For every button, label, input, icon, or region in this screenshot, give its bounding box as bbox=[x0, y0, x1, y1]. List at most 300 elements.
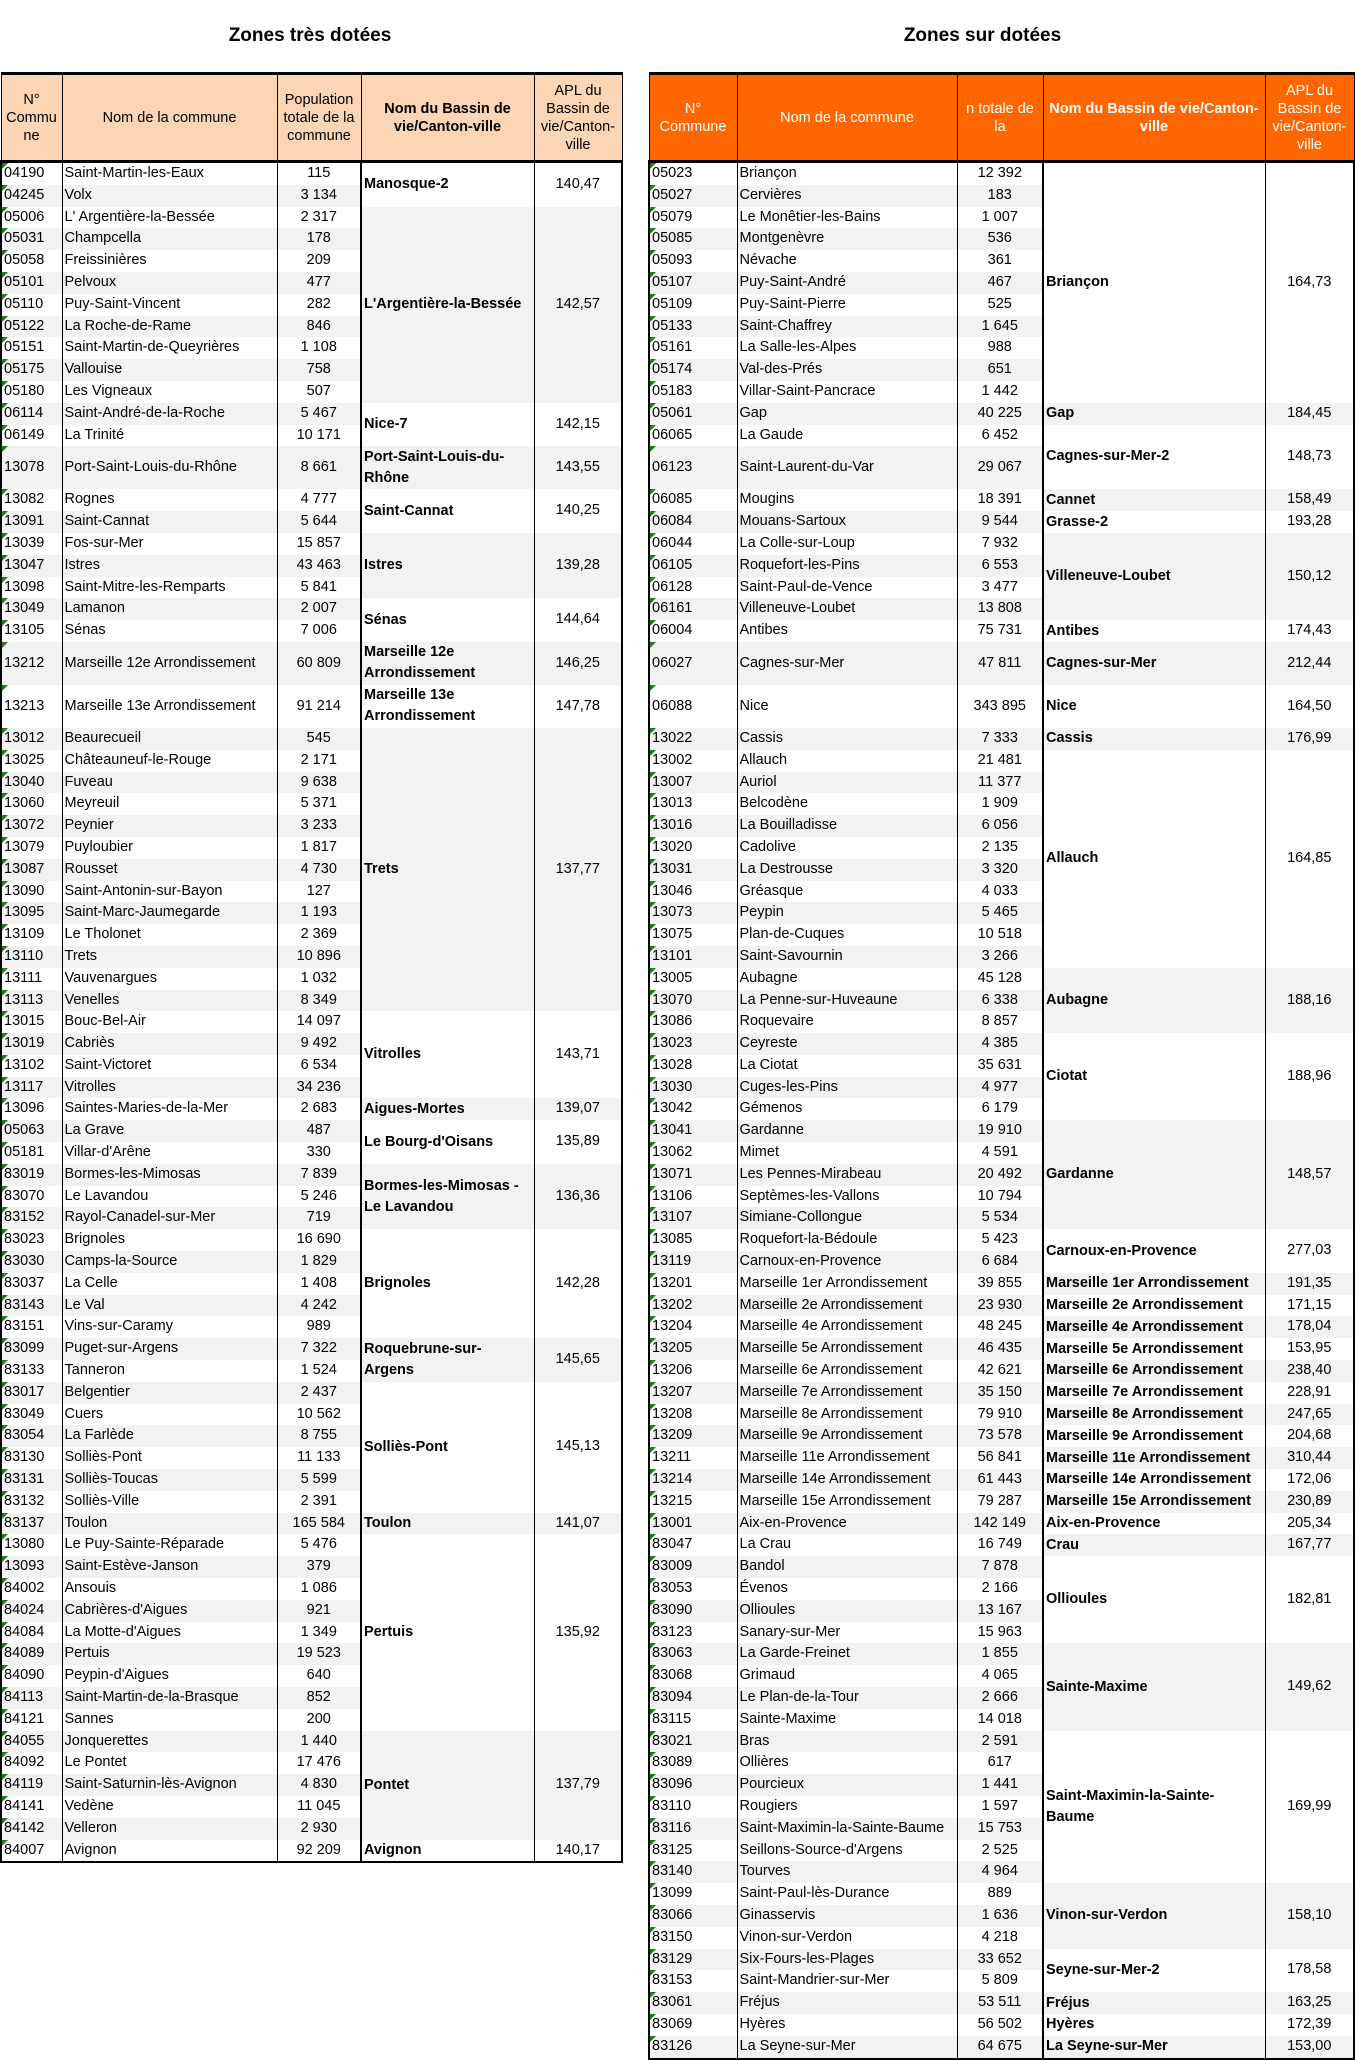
commune-name: Cabriès bbox=[62, 1033, 277, 1055]
commune-name: Nice bbox=[737, 685, 957, 728]
commune-population: 379 bbox=[277, 1556, 361, 1578]
commune-name: Marseille 8e Arrondissement bbox=[737, 1404, 957, 1426]
basin-apl: 212,44 bbox=[1265, 642, 1354, 685]
basin-name: Grasse-2 bbox=[1043, 511, 1265, 533]
basin-apl: 247,65 bbox=[1265, 1404, 1354, 1426]
commune-name: Cabrières-d'Aigues bbox=[62, 1600, 277, 1622]
basin-name: Vitrolles bbox=[361, 1011, 534, 1098]
commune-name: Solliès-Pont bbox=[62, 1447, 277, 1469]
basin-apl: 191,35 bbox=[1265, 1273, 1354, 1295]
basin-name: Marseille 8e Arrondissement bbox=[1043, 1404, 1265, 1426]
commune-code: 13015 bbox=[1, 1011, 62, 1033]
commune-name: Vins-sur-Caramy bbox=[62, 1316, 277, 1338]
commune-code: 06114 bbox=[1, 403, 62, 425]
commune-name: Saintes-Maries-de-la-Mer bbox=[62, 1098, 277, 1120]
commune-population: 2 007 bbox=[277, 598, 361, 620]
commune-code: 13205 bbox=[649, 1338, 737, 1360]
commune-name: Saint-Paul-de-Vence bbox=[737, 577, 957, 599]
basin-apl: 164,73 bbox=[1265, 162, 1354, 403]
commune-name: Marseille 15e Arrondissement bbox=[737, 1491, 957, 1513]
commune-population: 14 018 bbox=[957, 1709, 1043, 1731]
commune-code: 04245 bbox=[1, 185, 62, 207]
commune-population: 1 855 bbox=[957, 1643, 1043, 1665]
commune-name: Seillons-Source-d'Argens bbox=[737, 1840, 957, 1862]
basin-name: Marseille 4e Arrondissement bbox=[1043, 1316, 1265, 1338]
commune-population: 2 135 bbox=[957, 837, 1043, 859]
commune-code: 83151 bbox=[1, 1316, 62, 1338]
commune-name: Châteauneuf-le-Rouge bbox=[62, 750, 277, 772]
basin-apl: 143,71 bbox=[534, 1011, 622, 1098]
table-row bbox=[1, 207, 622, 229]
table-row bbox=[649, 511, 1354, 533]
right-title: Zones sur dotées bbox=[903, 25, 1062, 46]
commune-population: 33 652 bbox=[957, 1949, 1043, 1971]
basin-apl: 140,47 bbox=[534, 162, 622, 207]
commune-population: 4 242 bbox=[277, 1295, 361, 1317]
commune-population: 47 811 bbox=[957, 642, 1043, 685]
commune-name: Freissinières bbox=[62, 250, 277, 272]
commune-code: 83063 bbox=[649, 1643, 737, 1665]
table-row bbox=[1, 598, 622, 620]
basin-apl: 310,44 bbox=[1265, 1447, 1354, 1469]
commune-code: 84113 bbox=[1, 1687, 62, 1709]
commune-population: 4 730 bbox=[277, 859, 361, 881]
left-title: Zones très dotées bbox=[228, 25, 392, 46]
commune-population: 651 bbox=[957, 359, 1043, 381]
commune-name: Marseille 1er Arrondissement bbox=[737, 1273, 957, 1295]
commune-code: 13215 bbox=[649, 1491, 737, 1513]
commune-name: Saint-Victoret bbox=[62, 1055, 277, 1077]
basin-apl: 163,25 bbox=[1265, 1992, 1354, 2014]
commune-population: 719 bbox=[277, 1207, 361, 1229]
basin-apl: 139,07 bbox=[534, 1098, 622, 1120]
commune-name: Belgentier bbox=[62, 1382, 277, 1404]
table-row bbox=[1, 1164, 622, 1186]
commune-name: Vinon-sur-Verdon bbox=[737, 1927, 957, 1949]
commune-population: 1 193 bbox=[277, 902, 361, 924]
commune-population: 9 492 bbox=[277, 1033, 361, 1055]
commune-population: 6 684 bbox=[957, 1251, 1043, 1273]
basin-name: Marseille 9e Arrondissement bbox=[1043, 1425, 1265, 1447]
basin-apl: 146,25 bbox=[534, 642, 622, 685]
commune-population: 127 bbox=[277, 881, 361, 903]
commune-population: 12 392 bbox=[957, 162, 1043, 185]
commune-name: La Destrousse bbox=[737, 859, 957, 881]
commune-name: L' Argentière-la-Bessée bbox=[62, 207, 277, 229]
commune-population: 1 829 bbox=[277, 1251, 361, 1273]
commune-population: 5 246 bbox=[277, 1186, 361, 1208]
commune-population: 11 377 bbox=[957, 772, 1043, 794]
table-row bbox=[649, 2014, 1354, 2036]
commune-name: La Seyne-sur-Mer bbox=[737, 2036, 957, 2059]
commune-name: La Motte-d'Aigues bbox=[62, 1622, 277, 1644]
commune-name: Auriol bbox=[737, 772, 957, 794]
commune-population: 4 591 bbox=[957, 1142, 1043, 1164]
commune-population: 35 150 bbox=[957, 1382, 1043, 1404]
col-header-code: N° Commu ne bbox=[1, 74, 62, 162]
commune-population: 5 599 bbox=[277, 1469, 361, 1491]
commune-code: 83096 bbox=[649, 1774, 737, 1796]
commune-population: 988 bbox=[957, 337, 1043, 359]
commune-name: Mimet bbox=[737, 1142, 957, 1164]
basin-name: Toulon bbox=[361, 1513, 534, 1535]
basin-apl: 136,36 bbox=[534, 1164, 622, 1229]
table-row bbox=[649, 533, 1354, 555]
commune-name: Cagnes-sur-Mer bbox=[737, 642, 957, 685]
commune-population: 8 755 bbox=[277, 1425, 361, 1447]
commune-name: Bouc-Bel-Air bbox=[62, 1011, 277, 1033]
table-row bbox=[649, 1643, 1354, 1665]
commune-code: 13208 bbox=[649, 1404, 737, 1426]
basin-apl: 143,55 bbox=[534, 446, 622, 489]
table-row bbox=[1, 642, 622, 685]
commune-code: 83129 bbox=[649, 1949, 737, 1971]
basin-name: Le Bourg-d'Oisans bbox=[361, 1120, 534, 1164]
commune-name: Vauvenargues bbox=[62, 968, 277, 990]
basin-apl: 142,15 bbox=[534, 403, 622, 447]
commune-name: Marseille 4e Arrondissement bbox=[737, 1316, 957, 1338]
commune-population: 6 179 bbox=[957, 1098, 1043, 1120]
basin-apl: 178,58 bbox=[1265, 1949, 1354, 1993]
commune-population: 989 bbox=[277, 1316, 361, 1338]
commune-population: 330 bbox=[277, 1142, 361, 1164]
commune-code: 05174 bbox=[649, 359, 737, 381]
commune-population: 5 809 bbox=[957, 1970, 1043, 1992]
commune-code: 13090 bbox=[1, 881, 62, 903]
basin-name: Istres bbox=[361, 533, 534, 598]
commune-population: 1 408 bbox=[277, 1273, 361, 1295]
commune-population: 73 578 bbox=[957, 1425, 1043, 1447]
basin-name: Gardanne bbox=[1043, 1120, 1265, 1229]
commune-population: 34 236 bbox=[277, 1077, 361, 1099]
commune-population: 4 830 bbox=[277, 1774, 361, 1796]
basin-name: Pertuis bbox=[361, 1534, 534, 1730]
commune-code: 83153 bbox=[649, 1970, 737, 1992]
commune-name: Saint-Martin-les-Eaux bbox=[62, 162, 277, 185]
commune-name: Saint-Maximin-la-Sainte-Baume bbox=[737, 1818, 957, 1840]
table-row bbox=[649, 2036, 1354, 2059]
commune-code: 13042 bbox=[649, 1098, 737, 1120]
commune-code: 13101 bbox=[649, 946, 737, 968]
commune-population: 846 bbox=[277, 316, 361, 338]
commune-code: 06088 bbox=[649, 685, 737, 728]
commune-code: 83126 bbox=[649, 2036, 737, 2059]
commune-name: La Trinité bbox=[62, 425, 277, 447]
basin-name: Crau bbox=[1043, 1534, 1265, 1556]
commune-population: 4 065 bbox=[957, 1665, 1043, 1687]
commune-code: 13117 bbox=[1, 1077, 62, 1099]
basin-apl: 139,28 bbox=[534, 533, 622, 598]
commune-code: 13082 bbox=[1, 489, 62, 511]
commune-population: 178 bbox=[277, 228, 361, 250]
commune-population: 1 032 bbox=[277, 968, 361, 990]
commune-code: 05133 bbox=[649, 316, 737, 338]
basin-name: Port-Saint-Louis-du-Rhône bbox=[361, 446, 534, 489]
commune-name: Rousset bbox=[62, 859, 277, 881]
commune-population: 6 338 bbox=[957, 990, 1043, 1012]
commune-name: Marseille 14e Arrondissement bbox=[737, 1469, 957, 1491]
table-row bbox=[1, 533, 622, 555]
commune-population: 115 bbox=[277, 162, 361, 185]
basin-apl: 171,15 bbox=[1265, 1295, 1354, 1317]
commune-name: La Garde-Freinet bbox=[737, 1643, 957, 1665]
basin-name: Marseille 15e Arrondissement bbox=[1043, 1491, 1265, 1513]
commune-code: 83017 bbox=[1, 1382, 62, 1404]
commune-code: 05027 bbox=[649, 185, 737, 207]
commune-population: 4 218 bbox=[957, 1927, 1043, 1949]
commune-name: Saint-Laurent-du-Var bbox=[737, 446, 957, 489]
table-row bbox=[1, 1229, 622, 1251]
commune-population: 7 878 bbox=[957, 1556, 1043, 1578]
commune-population: 4 977 bbox=[957, 1077, 1043, 1099]
commune-code: 13079 bbox=[1, 837, 62, 859]
commune-population: 5 371 bbox=[277, 793, 361, 815]
basin-apl: 178,04 bbox=[1265, 1316, 1354, 1338]
commune-name: Saint-Martin-de-Queyrières bbox=[62, 337, 277, 359]
commune-code: 13209 bbox=[649, 1425, 737, 1447]
basin-name: Marseille 12e Arrondissement bbox=[361, 642, 534, 685]
commune-population: 11 045 bbox=[277, 1796, 361, 1818]
basin-apl: 176,99 bbox=[1265, 728, 1354, 750]
commune-name: La Colle-sur-Loup bbox=[737, 533, 957, 555]
commune-code: 83110 bbox=[649, 1796, 737, 1818]
commune-name: Sénas bbox=[62, 620, 277, 642]
table-row bbox=[649, 1120, 1354, 1142]
basin-name: Aubagne bbox=[1043, 968, 1265, 1033]
commune-name: Cuges-les-Pins bbox=[737, 1077, 957, 1099]
basin-apl: 158,10 bbox=[1265, 1883, 1354, 1948]
table-row bbox=[1, 728, 622, 750]
commune-code: 13070 bbox=[649, 990, 737, 1012]
commune-code: 84084 bbox=[1, 1622, 62, 1644]
commune-code: 05109 bbox=[649, 294, 737, 316]
commune-population: 183 bbox=[957, 185, 1043, 207]
commune-name: Brignoles bbox=[62, 1229, 277, 1251]
commune-population: 15 857 bbox=[277, 533, 361, 555]
commune-name: La Celle bbox=[62, 1273, 277, 1295]
table-row bbox=[649, 1338, 1354, 1360]
commune-code: 83047 bbox=[649, 1534, 737, 1556]
commune-name: Marseille 7e Arrondissement bbox=[737, 1382, 957, 1404]
commune-name: Carnoux-en-Provence bbox=[737, 1251, 957, 1273]
commune-code: 84007 bbox=[1, 1840, 62, 1863]
commune-name: Gardanne bbox=[737, 1120, 957, 1142]
table-row bbox=[1, 1338, 622, 1360]
basin-name: Marseille 6e Arrondissement bbox=[1043, 1360, 1265, 1382]
commune-name: Solliès-Toucas bbox=[62, 1469, 277, 1491]
commune-code: 13073 bbox=[649, 902, 737, 924]
commune-code: 06044 bbox=[649, 533, 737, 555]
commune-code: 05161 bbox=[649, 337, 737, 359]
basin-name: Marseille 11e Arrondissement bbox=[1043, 1447, 1265, 1469]
commune-population: 5 841 bbox=[277, 577, 361, 599]
commune-population: 21 481 bbox=[957, 750, 1043, 772]
commune-code: 05175 bbox=[1, 359, 62, 381]
basin-apl: 172,06 bbox=[1265, 1469, 1354, 1491]
commune-population: 1 440 bbox=[277, 1731, 361, 1753]
commune-name: Saint-Marc-Jaumegarde bbox=[62, 902, 277, 924]
commune-population: 545 bbox=[277, 728, 361, 750]
commune-code: 84119 bbox=[1, 1774, 62, 1796]
commune-code: 13016 bbox=[649, 815, 737, 837]
basin-name: Marseille 7e Arrondissement bbox=[1043, 1382, 1265, 1404]
commune-name: Évenos bbox=[737, 1578, 957, 1600]
commune-code: 83061 bbox=[649, 1992, 737, 2014]
commune-population: 1 007 bbox=[957, 207, 1043, 229]
commune-code: 13007 bbox=[649, 772, 737, 794]
commune-code: 13201 bbox=[649, 1273, 737, 1295]
commune-population: 1 442 bbox=[957, 381, 1043, 403]
commune-name: Saint-Cannat bbox=[62, 511, 277, 533]
commune-name: Champcella bbox=[62, 228, 277, 250]
basin-name: Seyne-sur-Mer-2 bbox=[1043, 1949, 1265, 1993]
commune-name: Cassis bbox=[737, 728, 957, 750]
commune-code: 83099 bbox=[1, 1338, 62, 1360]
commune-code: 83116 bbox=[649, 1818, 737, 1840]
table-row bbox=[649, 1229, 1354, 1251]
commune-name: Ollioules bbox=[737, 1600, 957, 1622]
commune-code: 13031 bbox=[649, 859, 737, 881]
commune-code: 83125 bbox=[649, 1840, 737, 1862]
commune-population: 1 636 bbox=[957, 1905, 1043, 1927]
commune-code: 13002 bbox=[649, 750, 737, 772]
commune-code: 13213 bbox=[1, 685, 62, 728]
basin-name: Marseille 1er Arrondissement bbox=[1043, 1273, 1265, 1295]
commune-name: Velleron bbox=[62, 1818, 277, 1840]
basin-name: Sénas bbox=[361, 598, 534, 642]
commune-code: 13060 bbox=[1, 793, 62, 815]
table-row bbox=[649, 1513, 1354, 1535]
table-row bbox=[649, 1731, 1354, 1753]
basin-apl: 230,89 bbox=[1265, 1491, 1354, 1513]
commune-population: 16 690 bbox=[277, 1229, 361, 1251]
commune-population: 42 621 bbox=[957, 1360, 1043, 1382]
table-row bbox=[649, 1992, 1354, 2014]
commune-population: 3 233 bbox=[277, 815, 361, 837]
commune-population: 29 067 bbox=[957, 446, 1043, 489]
commune-code: 05063 bbox=[1, 1120, 62, 1142]
commune-population: 8 349 bbox=[277, 990, 361, 1012]
commune-name: Sanary-sur-Mer bbox=[737, 1622, 957, 1644]
basin-apl: 277,03 bbox=[1265, 1229, 1354, 1273]
commune-code: 13204 bbox=[649, 1316, 737, 1338]
commune-name: Simiane-Collongue bbox=[737, 1207, 957, 1229]
commune-name: La Penne-sur-Huveaune bbox=[737, 990, 957, 1012]
commune-name: Ginasservis bbox=[737, 1905, 957, 1927]
table-row bbox=[1, 685, 622, 728]
table-row bbox=[1, 162, 622, 185]
commune-name: Trets bbox=[62, 946, 277, 968]
commune-population: 15 753 bbox=[957, 1818, 1043, 1840]
commune-name: Peypin bbox=[737, 902, 957, 924]
commune-name: Saint-Martin-de-la-Brasque bbox=[62, 1687, 277, 1709]
commune-population: 16 749 bbox=[957, 1534, 1043, 1556]
commune-population: 75 731 bbox=[957, 620, 1043, 642]
commune-name: Aix-en-Provence bbox=[737, 1513, 957, 1535]
commune-name: Solliès-Ville bbox=[62, 1491, 277, 1513]
commune-code: 83140 bbox=[649, 1861, 737, 1883]
table-row bbox=[649, 1949, 1354, 1971]
commune-name: Ansouis bbox=[62, 1578, 277, 1600]
commune-code: 05061 bbox=[649, 403, 737, 425]
basin-apl: 188,16 bbox=[1265, 968, 1354, 1033]
commune-population: 5 423 bbox=[957, 1229, 1043, 1251]
basin-name: Vinon-sur-Verdon bbox=[1043, 1883, 1265, 1948]
basin-name: Ollioules bbox=[1043, 1556, 1265, 1643]
basin-apl: 193,28 bbox=[1265, 511, 1354, 533]
commune-name: Volx bbox=[62, 185, 277, 207]
commune-code: 13020 bbox=[649, 837, 737, 859]
basin-apl: 144,64 bbox=[534, 598, 622, 642]
commune-population: 13 167 bbox=[957, 1600, 1043, 1622]
commune-name: Avignon bbox=[62, 1840, 277, 1863]
commune-population: 487 bbox=[277, 1120, 361, 1142]
commune-code: 13113 bbox=[1, 990, 62, 1012]
commune-population: 2 525 bbox=[957, 1840, 1043, 1862]
commune-code: 05183 bbox=[649, 381, 737, 403]
commune-code: 05023 bbox=[649, 162, 737, 185]
commune-name: Puyloubier bbox=[62, 837, 277, 859]
commune-population: 5 476 bbox=[277, 1534, 361, 1556]
commune-code: 06027 bbox=[649, 642, 737, 685]
commune-population: 1 909 bbox=[957, 793, 1043, 815]
commune-name: Sainte-Maxime bbox=[737, 1709, 957, 1731]
commune-population: 43 463 bbox=[277, 555, 361, 577]
basin-apl: 228,91 bbox=[1265, 1382, 1354, 1404]
commune-code: 83143 bbox=[1, 1295, 62, 1317]
commune-code: 13086 bbox=[649, 1011, 737, 1033]
table-row bbox=[649, 1033, 1354, 1055]
basin-apl: 140,25 bbox=[534, 489, 622, 533]
commune-name: Jonquerettes bbox=[62, 1731, 277, 1753]
commune-code: 06128 bbox=[649, 577, 737, 599]
table-row bbox=[649, 1534, 1354, 1556]
commune-code: 83090 bbox=[649, 1600, 737, 1622]
commune-population: 361 bbox=[957, 250, 1043, 272]
commune-code: 13102 bbox=[1, 1055, 62, 1077]
commune-name: Le Tholonet bbox=[62, 924, 277, 946]
commune-population: 1 817 bbox=[277, 837, 361, 859]
table-row bbox=[649, 162, 1354, 185]
commune-name: Roquevaire bbox=[737, 1011, 957, 1033]
table-row bbox=[649, 1447, 1354, 1469]
col-header-basin: Nom du Bassin de vie/Canton-ville bbox=[361, 74, 534, 162]
col-header-apl: APL du Bassin de vie/Canton-ville bbox=[534, 74, 622, 162]
commune-population: 477 bbox=[277, 272, 361, 294]
commune-code: 13039 bbox=[1, 533, 62, 555]
commune-name: Istres bbox=[62, 555, 277, 577]
commune-code: 84141 bbox=[1, 1796, 62, 1818]
commune-population: 20 492 bbox=[957, 1164, 1043, 1186]
commune-population: 92 209 bbox=[277, 1840, 361, 1863]
table-row bbox=[649, 1469, 1354, 1491]
commune-name: Peypin-d'Aigues bbox=[62, 1665, 277, 1687]
col-header-commune: Nom de la commune bbox=[62, 74, 277, 162]
commune-name: Villar-Saint-Pancrace bbox=[737, 381, 957, 403]
commune-population: 48 245 bbox=[957, 1316, 1043, 1338]
commune-population: 9 544 bbox=[957, 511, 1043, 533]
basin-name: Nice-7 bbox=[361, 403, 534, 447]
basin-apl: 142,28 bbox=[534, 1229, 622, 1338]
basin-apl: 174,43 bbox=[1265, 620, 1354, 642]
commune-population: 1 597 bbox=[957, 1796, 1043, 1818]
commune-code: 13111 bbox=[1, 968, 62, 990]
basin-apl: 205,34 bbox=[1265, 1513, 1354, 1535]
commune-population: 2 930 bbox=[277, 1818, 361, 1840]
basin-name: Cassis bbox=[1043, 728, 1265, 750]
table-row bbox=[649, 1556, 1354, 1578]
commune-population: 56 502 bbox=[957, 2014, 1043, 2036]
